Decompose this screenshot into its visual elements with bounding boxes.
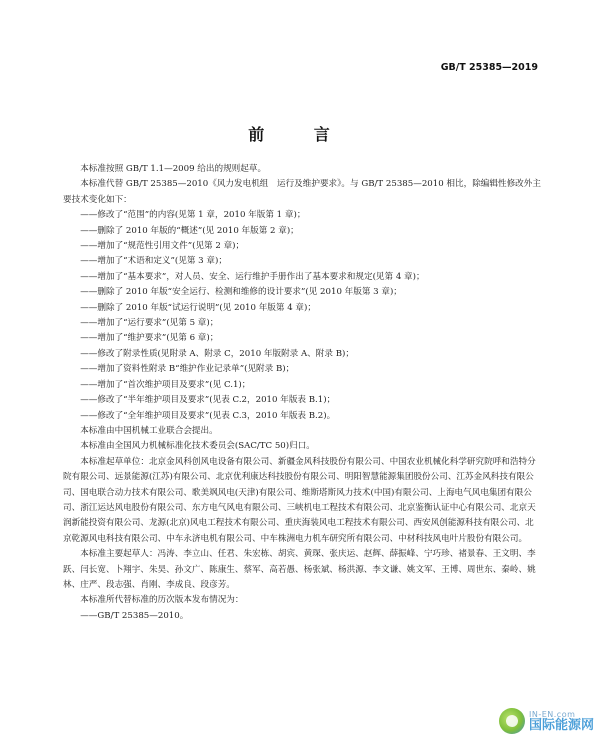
change-item: ——修改了“范围”的内容(见第 1 章，2010 年版第 1 章)； — [80, 210, 306, 221]
paragraph-proposed-by: 本标准由中国机械工业联合会提出。 — [80, 425, 218, 436]
change-item: ——修改了附录性质(见附录 A、附录 C，2010 年版附录 A、附录 B)； — [80, 348, 354, 359]
change-item: ——修改了“全年维护项目及要求”(见表 C.3，2010 年版表 B.2)。 — [80, 410, 336, 421]
change-item: ——删除了 2010 年版“试运行说明”(见 2010 年版第 4 章)； — [80, 302, 316, 313]
paragraph-drafters: 本标准主要起草人：冯涛、李立山、任君、朱宏栋、胡宾、黄琛、张庆运、赵辉、薛振峰、宁巧珍、褚景春、王文明、李跃、闫长宽、卜翔宇、朱昊、孙文广、陈康生、蔡军、高若愚、杨张斌、杨洪源、李文谦、姚文军、王博、周世东、秦岭、姚林、庄严、段志强、肖刚、李成良、段彦芳。 — [63, 549, 536, 590]
change-item: ——增加了“首次维护项目及要求”(见 C.1)； — [80, 379, 251, 390]
paragraph-drafting-units: 本标准起草单位：北京金风科创风电设备有限公司、新疆金风科技股份有限公司、中国农业机械化科学研究院呼和浩特分院有限公司、远景能源(江苏)有限公司、北京优利康达科技股份有限公司、明阳智慧能源集团股份公司、江苏金风科技有限公司、国电联合动力技术有限公司、歌美飒风电(天津)有限公司、维斯塔斯风力技术(中国)有限公司、上海电气风电集团有限公司、浙江运达风电股份有限公司、东方电气风电有限公司、三峡机电工程技术有限公司、北京鉴衡认证中心有限公司、北京天润新能投资有限公司、龙源(北京)风电工程技术有限公司、重庆海装风电工程技术有限公司、西安风创能源科技有限公司、北京乾源风电科技有限公司、中车永济电机有限公司、中车株洲电力机车研究所有限公司、中材科技风电叶片股份有限公司。 — [63, 456, 536, 544]
change-item: ——增加了“维护要求”(见第 6 章)； — [80, 333, 219, 344]
foreword-body — [63, 162, 541, 624]
watermark-en-text: IN-EN.com — [528, 709, 576, 719]
change-item: ——增加了“术语和定义”(见第 3 章)； — [80, 256, 227, 267]
page-title: 前 言 — [248, 125, 352, 144]
paragraph-drafting-rule: 本标准按照 GB/T 1.1—2009 给出的规则起草。 — [80, 164, 267, 174]
history-item: ——GB/T 25385—2010。 — [80, 610, 189, 621]
change-item: ——删除了 2010 年版的“概述”(见 2010 年版第 2 章)； — [80, 225, 299, 236]
paragraph-replacement: 本标准代替 GB/T 25385—2010《风力发电机组 运行及维护要求》。与 GB/T 25385—2010 相比，除编辑性修改外主要技术变化如下： — [63, 179, 541, 205]
change-item: ——增加了“规范性引用文件”(见第 2 章)； — [80, 241, 245, 252]
paragraph-history-intro: 本标准所代替标准的历次版本发布情况为： — [80, 595, 244, 606]
watermark-cn-text: 国际能源网 — [528, 717, 594, 733]
change-item: ——删除了 2010 年版“安全运行、检测和维修的设计要求”(见 2010 年版第 3 章)； — [80, 287, 402, 298]
watermark-logo-icon — [499, 708, 525, 734]
change-item: ——增加了“运行要求”(见第 5 章)； — [80, 318, 219, 329]
change-item: ——修改了“半年维护项目及要求”(见表 C.2，2010 年版表 B.1)； — [80, 395, 336, 406]
change-item: ——增加了资料性附录 B“维护作业记录单”(见附录 B)； — [80, 364, 295, 375]
change-item: ——增加了“基本要求”，对人员、安全、运行维护手册作出了基本要求和规定(见第 4 章)； — [80, 271, 425, 282]
standard-number: GB/T 25385—2019 — [440, 62, 538, 73]
paragraph-managed-by: 本标准由全国风力机械标准化技术委员会(SAC/TC 50)归口。 — [80, 441, 315, 452]
watermark — [499, 708, 594, 734]
